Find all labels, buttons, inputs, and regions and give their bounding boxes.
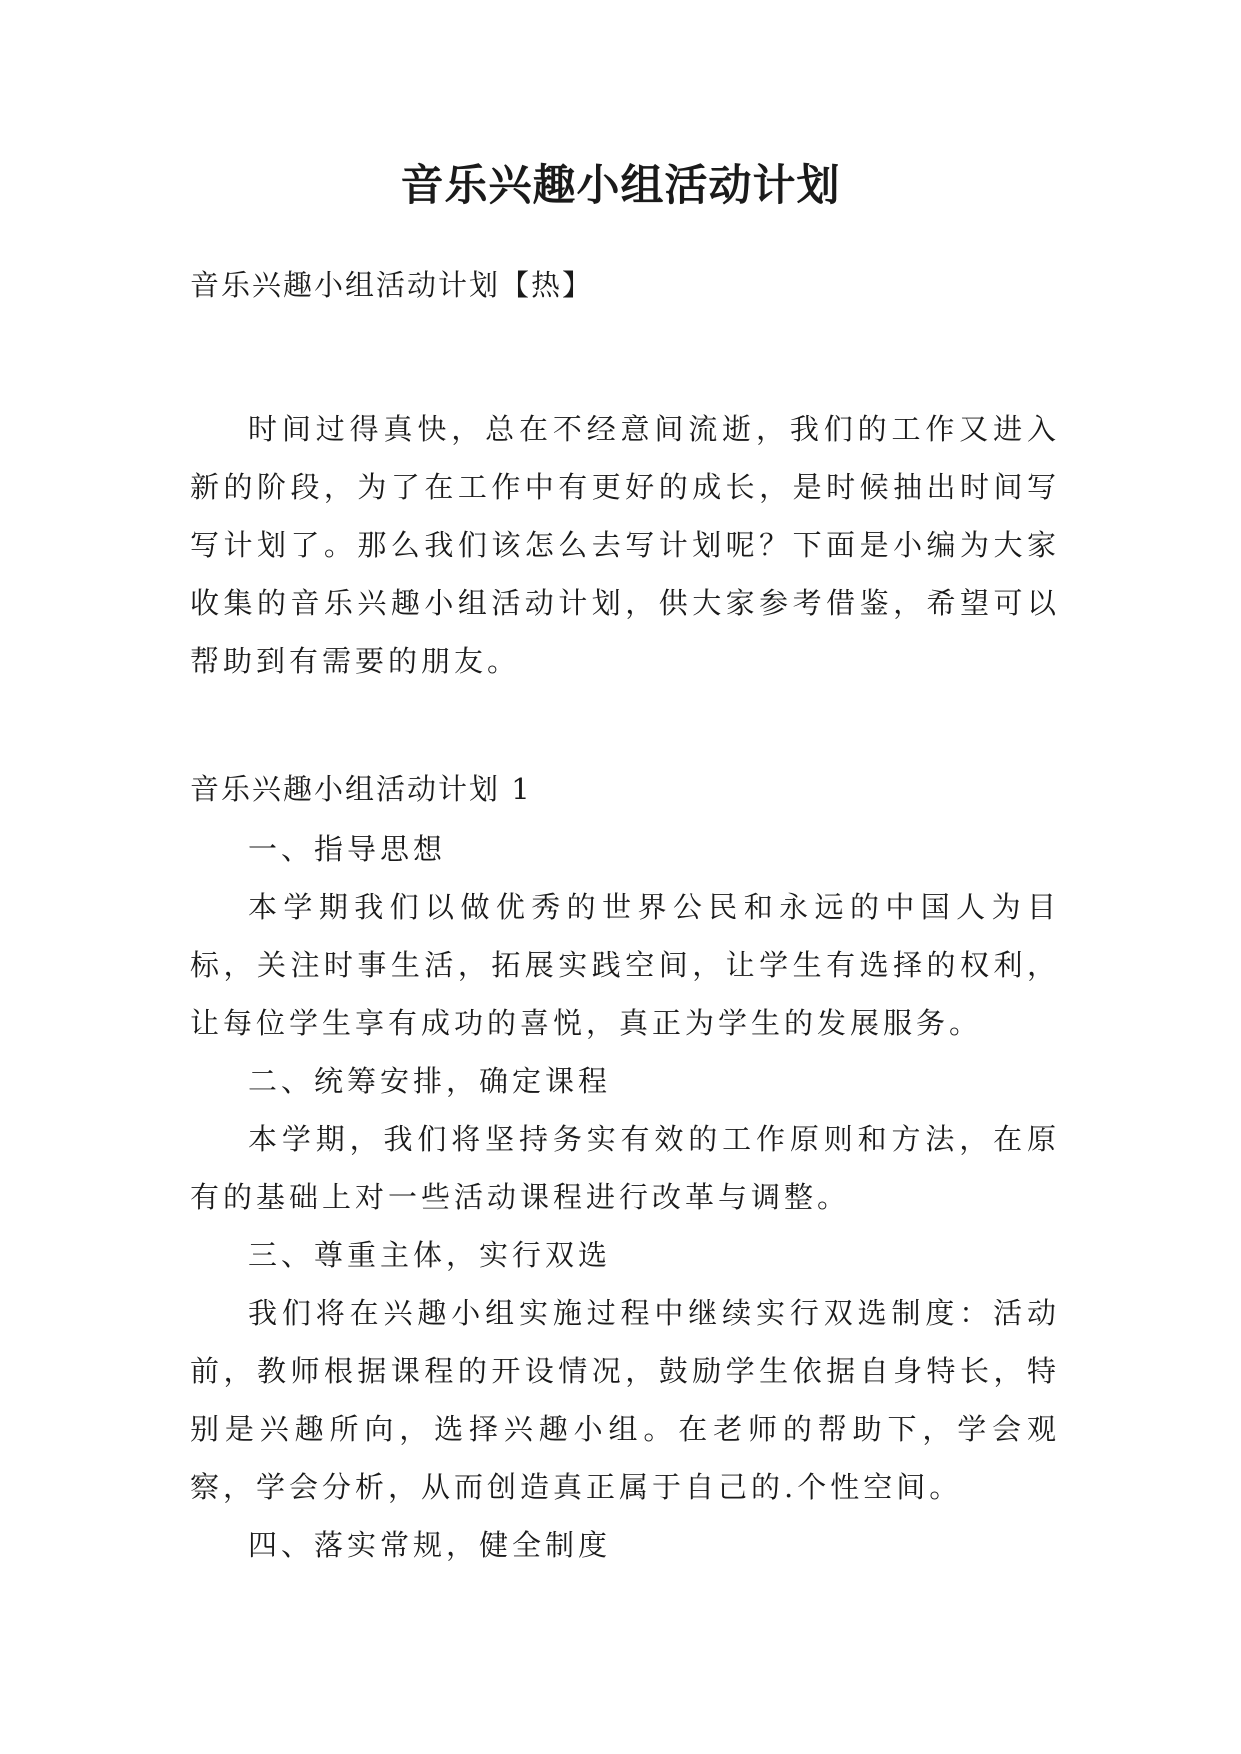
- plan-content: [190, 758, 1060, 1574]
- section-paragraph-guiding-thought: 本学期我们以做优秀的世界公民和永远的中国人为目标，关注时事生活，拓展实践空间，让学生有选择的权利，让每位学生享有成功的喜悦，真正为学生的发展服务。: [190, 890, 1060, 1040]
- document-subtitle: 音乐兴趣小组活动计划【热】: [190, 268, 594, 302]
- plan-heading: 音乐兴趣小组活动计划 1: [190, 772, 532, 806]
- intro-paragraph: 时间过得真快，总在不经意间流逝，我们的工作又进入新的阶段，为了在工作中有更好的成长，是时候抽出时间写写计划了。那么我们该怎么去写计划呢？下面是小编为大家收集的音乐兴趣小组活动计划，供大家参考借鉴，希望可以帮助到有需要的朋友。: [190, 412, 1060, 678]
- section-paragraph-dual-selection: 我们将在兴趣小组实施过程中继续实行双选制度：活动前，教师根据课程的开设情况，鼓励学生依据自身特长，特别是兴趣所向，选择兴趣小组。在老师的帮助下，学会观察，学会分析，从而创造真正属于自己的.个性空间。: [190, 1296, 1060, 1504]
- section-heading-course-arrangement: 二、统筹安排，确定课程: [248, 1064, 612, 1098]
- section-heading-guiding-thought: 一、指导思想: [248, 832, 447, 866]
- section-heading-dual-selection: 三、尊重主体，实行双选: [248, 1238, 612, 1272]
- section-paragraph-course-arrangement: 本学期，我们将坚持务实有效的工作原则和方法，在原有的基础上对一些活动课程进行改革与调整。: [190, 1122, 1060, 1214]
- page-title: 音乐兴趣小组活动计划: [400, 161, 841, 211]
- section-heading-rules-system: 四、落实常规，健全制度: [248, 1528, 612, 1562]
